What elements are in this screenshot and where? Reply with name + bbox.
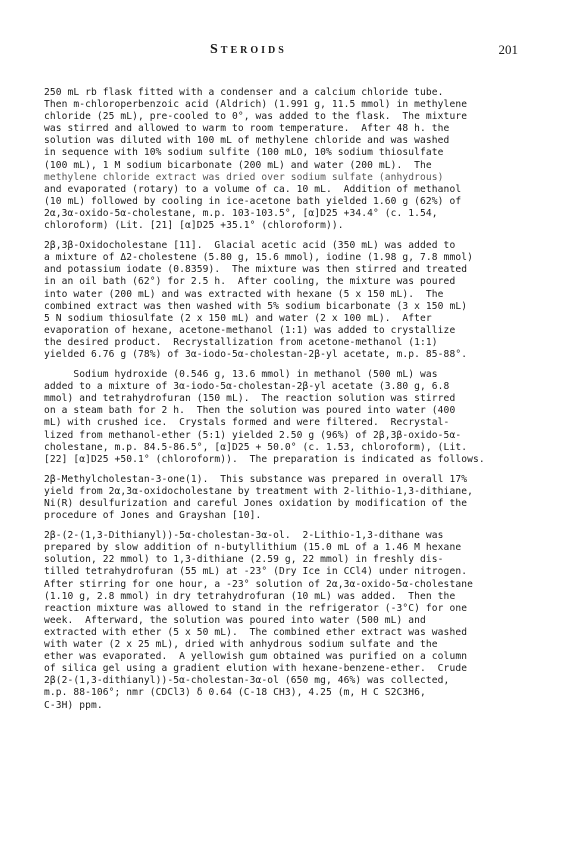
text-line: and evaporated (rotary) to a volume of ca. 10 mL. Addition of methanol <box>44 183 462 195</box>
text-line: week. Afterward, the solution was poured into water (500 mL) and <box>44 614 426 626</box>
running-header <box>45 42 518 60</box>
text-line: a mixture of Δ2-cholestene (5.80 g, 15.6 mmol), iodine (1.98 g, 7.8 mmol) <box>44 252 473 264</box>
journal-title: Steroids <box>210 42 287 57</box>
paragraph <box>44 530 544 711</box>
text-line: solution, 22 mmol) to 1,3-dithiane (2.59 g, 22 mmol) in freshly dis- <box>44 554 444 566</box>
text-line: lized from methanol-ether (5:1) yielded 2.50 g (96%) of 2β,3β-oxido-5α- <box>44 429 462 441</box>
text-line: 250 mL rb flask fitted with a condenser and a calcium chloride tube. <box>44 87 444 98</box>
text-line: 2β,3β-Oxidocholestane [11]. Glacial acetic acid (350 mL) was added to <box>44 240 456 252</box>
page-number: 201 <box>498 42 518 57</box>
text-line: prepared by slow addition of n-butyllithium (15.0 mL of a 1.46 M hexane <box>44 542 462 554</box>
text-line: mL) with crushed ice. Crystals formed and were filtered. Recrystal- <box>44 417 450 429</box>
text-line: into water (200 mL) and was extracted with hexane (5 x 150 mL). The <box>44 288 444 300</box>
text-line: on a steam bath for 2 h. Then the solution was poured into water (400 <box>44 405 456 417</box>
text-line: m.p. 88-106°; nmr (CDCl3) δ 0.64 (C-18 CH3), 4.25 (m, H C S2C3H6, <box>44 687 426 699</box>
text-line: cholestane, m.p. 84.5-86.5°, [α]D25 + 50.0° (c. 1.53, chloroform), (Lit. <box>44 441 468 453</box>
text-line: 2β-Methylcholestan-3-one(1). This substance was prepared in overall 17% <box>44 473 468 485</box>
text-line: [22] [α]D25 +50.1° (chloroform)). The preparation is indicated as follows. <box>44 453 485 465</box>
text-line: 2β(2-(1,3-dithianyl))-5α-cholestan-3α-ol (650 mg, 46%) was collected, <box>44 675 450 687</box>
text-line: procedure of Jones and Grayshan [10]. <box>44 510 262 522</box>
text-line: mmol) and tetrahydrofuran (150 mL). The reaction solution was stirred <box>44 393 456 405</box>
text-line: yield from 2α,3α-oxidocholestane by treatment with 2-lithio-1,3-dithiane, <box>44 485 473 497</box>
text-line: chloroform) (Lit. [21] [α]D25 +35.1° (chloroform)). <box>44 220 344 232</box>
text-line: tilled tetrahydrofuran (55 mL) at -23° (Dry Ice in CCl4) under nitrogen. <box>44 566 468 578</box>
text-line: reaction mixture was allowed to stand in the refrigerator (-3°C) for one <box>44 602 468 614</box>
text-line: 2β-(2-(1,3-Dithianyl))-5α-cholestan-3α-ol. 2-Lithio-1,3-dithane was <box>44 530 444 542</box>
text-line: 2α,3α-oxido-5α-cholestane, m.p. 103-103.5°, [α]D25 +34.4° (c. 1.54, <box>44 207 438 219</box>
text-line: the desired product. Recrystallization from acetone-methanol (1:1) <box>44 336 438 348</box>
text-line: ether was evaporated. A yellowish gum obtained was purified on a column <box>44 651 468 663</box>
text-line: of silica gel using a gradient elution with hexane-benzene-ether. Crude <box>44 663 468 675</box>
text-line: Then m-chloroperbenzoic acid (Aldrich) (1.991 g, 11.5 mmol) in methylene <box>44 99 468 111</box>
text-line: 5 N sodium thiosulfate (2 x 150 mL) and water (2 x 100 mL). After <box>44 312 432 324</box>
text-line: and potassium iodate (0.8359). The mixture was then stirred and treated <box>44 264 468 276</box>
text-line: with water (2 x 25 mL), dried with anhydrous sodium sulfate and the <box>44 639 438 651</box>
text-line: combined extract was then washed with 5% sodium bicarbonate (3 x 150 mL) <box>44 300 468 312</box>
text-line: (100 mL), 1 M sodium bicarbonate (200 mL) and water (200 mL). The <box>44 159 432 171</box>
text-line: chloride (25 mL), pre-cooled to 0°, was added to the flask. The mixture <box>44 111 468 123</box>
text-line: in sequence with 10% sodium sulfite (100 mLO, 10% sodium thiosulfate <box>44 147 444 159</box>
text-line: After stirring for one hour, a -23° solution of 2α,3α-oxido-5α-cholestane <box>44 578 473 590</box>
paragraph <box>44 87 544 232</box>
text-line: yielded 6.76 g (78%) of 3α-iodo-5α-cholestan-2β-yl acetate, m.p. 85-88°. <box>44 348 468 360</box>
text-line: Sodium hydroxide (0.546 g, 13.6 mmol) in methanol (500 mL) was <box>44 369 438 381</box>
paragraph <box>44 240 544 361</box>
text-line: solution was diluted with 100 mL of methylene chloride and was washed <box>44 135 450 147</box>
text-line: methylene chloride extract was dried over sodium sulfate (anhydrous) <box>44 171 444 183</box>
text-line: was stirred and allowed to warm to room temperature. After 48 h. the <box>44 123 450 135</box>
paragraph <box>44 369 544 466</box>
text-line: evaporation of hexane, acetone-methanol (1:1) was added to crystallize <box>44 324 456 336</box>
text-line: C-3H) ppm. <box>44 699 103 711</box>
text-line: (1.10 g, 2.8 mmol) in dry tetrahydrofuran (10 mL) was added. Then the <box>44 590 456 602</box>
text-line: added to a mixture of 3α-iodo-5α-cholestan-2β-yl acetate (3.80 g, 6.8 <box>44 381 450 393</box>
text-line: Ni(R) desulfurization and careful Jones oxidation by modification of the <box>44 498 468 509</box>
text-line: extracted with ether (5 x 50 mL). The combined ether extract was washed <box>44 626 468 638</box>
paragraph <box>44 474 544 522</box>
article-body <box>44 87 544 720</box>
text-line: (10 mL) followed by cooling in ice-acetone bath yielded 1.60 g (62%) of <box>44 195 462 207</box>
text-line: in an oil bath (62°) for 2.5 h. After cooling, the mixture was poured <box>44 276 456 288</box>
